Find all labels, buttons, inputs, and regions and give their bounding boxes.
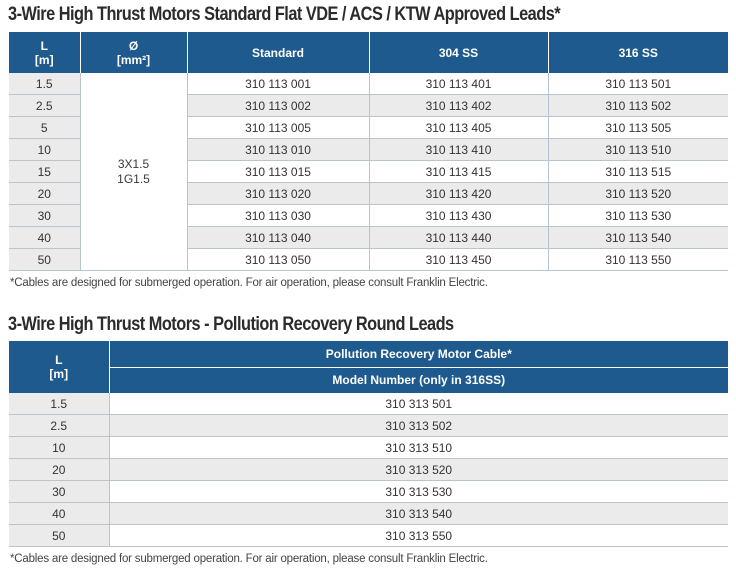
ss304-cell: 310 113 410 xyxy=(369,139,548,161)
length-cell: 5 xyxy=(9,117,80,139)
ss304-cell: 310 113 440 xyxy=(369,227,548,249)
pollution-recovery-body xyxy=(9,393,728,547)
ss316-cell: 310 113 540 xyxy=(548,227,728,249)
section2-title: 3-Wire High Thrust Motors - Pollution Recovery Round Leads xyxy=(8,314,454,335)
approved-leads-table xyxy=(9,32,728,271)
cross-section-value: 1G1.5 xyxy=(117,171,150,186)
ss304-cell: 310 113 415 xyxy=(369,161,548,183)
length-cell: 30 xyxy=(9,205,80,227)
model-cell: 310 313 501 xyxy=(109,393,728,415)
header-cross-label: Ø xyxy=(128,38,139,53)
ss316-cell: 310 113 501 xyxy=(548,73,728,95)
length-cell: 40 xyxy=(9,227,80,249)
ss304-cell: 310 113 402 xyxy=(369,95,548,117)
model-cell: 310 313 502 xyxy=(109,415,728,437)
ss316-cell: 310 113 520 xyxy=(548,183,728,205)
length-cell: 10 xyxy=(9,437,109,459)
standard-cell: 310 113 005 xyxy=(187,117,369,139)
header-length-label: L xyxy=(40,38,48,53)
cross-section-cell xyxy=(80,73,187,271)
section1-title: 3-Wire High Thrust Motors Standard Flat VDE / ACS / KTW Approved Leads* xyxy=(8,4,561,25)
model-cell: 310 313 510 xyxy=(109,437,728,459)
model-cell: 310 313 540 xyxy=(109,503,728,525)
header-cross-unit: [mm²] xyxy=(116,52,151,67)
header-standard: Standard xyxy=(187,32,369,73)
ss304-cell: 310 113 420 xyxy=(369,183,548,205)
standard-cell: 310 113 015 xyxy=(187,161,369,183)
table-row xyxy=(9,459,728,481)
header-304ss: 304 SS xyxy=(369,32,548,73)
pollution-recovery-table xyxy=(9,341,728,547)
ss316-cell: 310 113 550 xyxy=(548,249,728,271)
ss316-cell: 310 113 510 xyxy=(548,139,728,161)
header2-length-unit: [m] xyxy=(49,367,69,381)
ss316-cell: 310 113 530 xyxy=(548,205,728,227)
length-cell: 10 xyxy=(9,139,80,161)
ss304-cell: 310 113 430 xyxy=(369,205,548,227)
section1-footnote: *Cables are designed for submerged operation. For air operation, please consult Franklin Electric. xyxy=(10,277,488,289)
header2-length xyxy=(9,341,109,393)
length-cell: 20 xyxy=(9,459,109,481)
length-cell: 50 xyxy=(9,525,109,547)
table-row xyxy=(9,481,728,503)
length-cell: 20 xyxy=(9,183,80,205)
model-cell: 310 313 530 xyxy=(109,481,728,503)
model-cell: 310 313 520 xyxy=(109,459,728,481)
ss304-cell: 310 113 405 xyxy=(369,117,548,139)
section2-footnote: *Cables are designed for submerged operation. For air operation, please consult Franklin Electric. xyxy=(10,553,488,565)
length-cell: 1.5 xyxy=(9,393,109,415)
length-cell: 2.5 xyxy=(9,415,109,437)
ss304-cell: 310 113 450 xyxy=(369,249,548,271)
length-cell: 2.5 xyxy=(9,95,80,117)
standard-cell: 310 113 001 xyxy=(187,73,369,95)
standard-cell: 310 113 002 xyxy=(187,95,369,117)
header-cross-section xyxy=(80,32,187,73)
standard-cell: 310 113 050 xyxy=(187,249,369,271)
length-cell: 15 xyxy=(9,161,80,183)
standard-cell: 310 113 010 xyxy=(187,139,369,161)
length-cell: 50 xyxy=(9,249,80,271)
header-length xyxy=(9,32,80,73)
header2-model: Model Number (only in 316SS) xyxy=(109,367,728,393)
ss316-cell: 310 113 505 xyxy=(548,117,728,139)
length-cell: 1.5 xyxy=(9,73,80,95)
cross-section-value: 3X1.5 xyxy=(117,156,150,171)
header-316ss: 316 SS xyxy=(548,32,728,73)
ss304-cell: 310 113 401 xyxy=(369,73,548,95)
table-row xyxy=(9,437,728,459)
standard-cell: 310 113 030 xyxy=(187,205,369,227)
table-row xyxy=(9,73,728,95)
approved-leads-body xyxy=(9,73,728,271)
table-row xyxy=(9,525,728,547)
table-row xyxy=(9,415,728,437)
model-cell: 310 313 550 xyxy=(109,525,728,547)
ss316-cell: 310 113 515 xyxy=(548,161,728,183)
standard-cell: 310 113 040 xyxy=(187,227,369,249)
header-length-unit: [m] xyxy=(34,52,54,67)
header2-length-label: L xyxy=(55,353,63,367)
table-row xyxy=(9,503,728,525)
table-row xyxy=(9,393,728,415)
length-cell: 30 xyxy=(9,481,109,503)
header2-cable: Pollution Recovery Motor Cable* xyxy=(109,341,728,367)
standard-cell: 310 113 020 xyxy=(187,183,369,205)
length-cell: 40 xyxy=(9,503,109,525)
ss316-cell: 310 113 502 xyxy=(548,95,728,117)
